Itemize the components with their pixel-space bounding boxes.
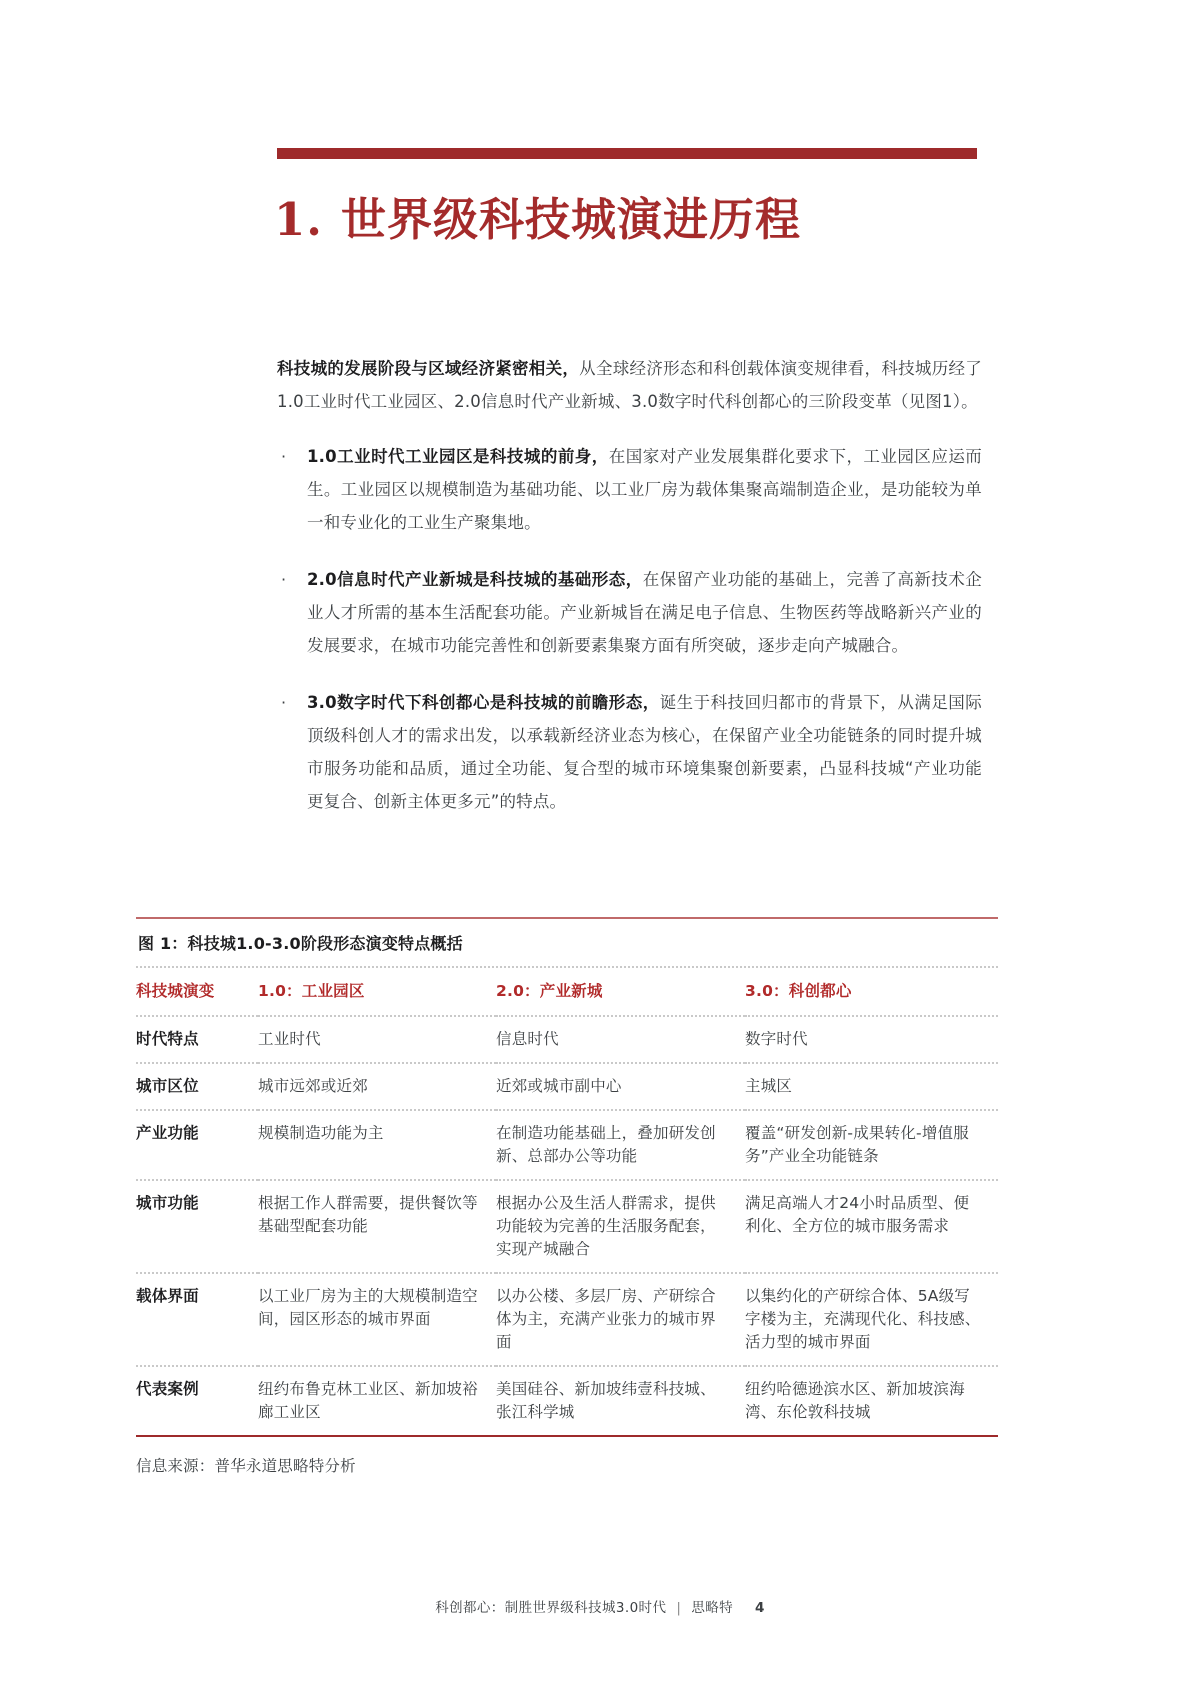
row-cell: 纽约哈德逊滨水区、新加坡滨海湾、东伦敦科技城: [745, 1380, 965, 1421]
bullet-rest: 诞生于科技回归都市的背景下，从满足国际顶级科创人才的需求出发，以承载新经济业态为核心，在保留产业全功能链条的同时提升城市服务功能和品质，通过全功能、复合型的城市环境集聚创新要素，凸显科技城“产业功能更复合、创新主体更多元”的特点。: [307, 693, 982, 811]
row-cell: 近郊或城市副中心: [496, 1077, 622, 1095]
footer-brand: 思略特: [691, 1600, 734, 1616]
chapter-number: 1.: [274, 193, 323, 246]
table-row: [136, 1016, 998, 1063]
row-label: 时代特点: [136, 1030, 199, 1048]
row-label: 载体界面: [136, 1287, 199, 1305]
table-body: [136, 1016, 998, 1435]
bullet-marker-icon: ·: [281, 570, 287, 589]
bullet-lead: 2.0信息时代产业新城是科技城的基础形态，: [307, 570, 643, 589]
intro-lead: 科技城的发展阶段与区域经济紧密相关，: [277, 359, 580, 378]
row-cell: 以集约化的产研综合体、5A级写字楼为主，充满现代化、科技感、活力型的城市界面: [745, 1287, 981, 1351]
row-cell: 美国硅谷、新加坡纬壹科技城、张江科学城: [496, 1380, 716, 1421]
figure-source: 信息来源：普华永道思略特分析: [136, 1457, 356, 1475]
row-label: 城市功能: [136, 1194, 199, 1212]
row-cell: 覆盖“研发创新-成果转化-增值服务”产业全功能链条: [745, 1124, 969, 1165]
column-header-3-0: 3.0：科创都心: [745, 982, 852, 1000]
figure-caption: 图 1：科技城1.0-3.0阶段形态演变特点概括: [138, 934, 463, 953]
footer-separator: |: [676, 1600, 682, 1616]
table-header: [136, 968, 998, 1016]
intro-paragraph: [277, 352, 982, 418]
intro-rest: 从全球经济形态和科创载体演变规律看，科技城历经了1.0工业时代工业园区、2.0信息时代产业新城、3.0数字时代科创都心的三阶段变革（见图1）。: [277, 359, 982, 411]
page-footer: [0, 1596, 1200, 1616]
table-row: [136, 1273, 998, 1366]
row-cell: 满足高端人才24小时品质型、便利化、全方位的城市服务需求: [745, 1194, 970, 1235]
list-item: [277, 686, 982, 818]
row-cell: 纽约布鲁克林工业区、新加坡裕廊工业区: [258, 1380, 478, 1421]
column-header-stage: 科技城演变: [136, 982, 215, 1000]
bullet-lead: 3.0数字时代下科创都心是科技城的前瞻形态，: [307, 693, 660, 712]
row-cell: 信息时代: [496, 1030, 559, 1048]
list-item: [277, 440, 982, 539]
bullet-rest: 在国家对产业发展集群化要求下，工业园区应运而生。工业园区以规模制造为基础功能、以工业厂房为载体集聚高端制造企业，是功能较为单一和专业化的工业生产聚集地。: [307, 447, 983, 532]
row-cell: 城市远郊或近郊: [258, 1077, 368, 1095]
row-label: 代表案例: [136, 1380, 199, 1398]
figure-table: [136, 968, 998, 1435]
table-header-row: [136, 968, 998, 1016]
chapter-title-text: 世界级科技城演进历程: [340, 193, 801, 246]
column-header-1-0: 1.0：工业园区: [258, 982, 365, 1000]
title-top-rule: [277, 148, 977, 159]
row-cell: 数字时代: [745, 1030, 808, 1048]
row-cell: 规模制造功能为主: [258, 1124, 384, 1142]
table-row: [136, 1110, 998, 1180]
table-row: [136, 1366, 998, 1435]
page-number: 4: [755, 1600, 765, 1616]
body-content: [277, 352, 982, 818]
bullet-list: [277, 440, 982, 818]
bullet-rest: 在保留产业功能的基础上，完善了高新技术企业人才所需的基本生活配套功能。产业新城旨在满足电子信息、生物医药等战略新兴产业的发展要求，在城市功能完善性和创新要素集聚方面有所突破，逐步走向产城融合。: [307, 570, 983, 655]
bullet-lead: 1.0工业时代工业园区是科技城的前身，: [307, 447, 609, 466]
row-cell: 根据办公及生活人群需求，提供功能较为完善的生活服务配套，实现产城融合: [496, 1194, 716, 1258]
page-title: [274, 183, 801, 248]
row-cell: 以工业厂房为主的大规模制造空间，园区形态的城市界面: [258, 1287, 478, 1328]
bullet-marker-icon: ·: [281, 693, 287, 712]
bullet-marker-icon: ·: [281, 447, 287, 466]
row-cell: 根据工作人群需要，提供餐饮等基础型配套功能: [258, 1194, 478, 1235]
row-cell: 主城区: [745, 1077, 793, 1095]
row-cell: 在制造功能基础上，叠加研发创新、总部办公等功能: [496, 1124, 716, 1165]
row-cell: 以办公楼、多层厂房、产研综合体为主，充满产业张力的城市界面: [496, 1287, 716, 1351]
row-label: 产业功能: [136, 1124, 199, 1142]
footer-title: 科创都心：制胜世界级科技城3.0时代: [435, 1600, 667, 1616]
table-row: [136, 1180, 998, 1273]
column-header-2-0: 2.0：产业新城: [496, 982, 603, 1000]
row-cell: 工业时代: [258, 1030, 321, 1048]
table-row: [136, 1063, 998, 1110]
row-label: 城市区位: [136, 1077, 199, 1095]
list-item: [277, 563, 982, 662]
figure-1: [136, 917, 998, 1476]
